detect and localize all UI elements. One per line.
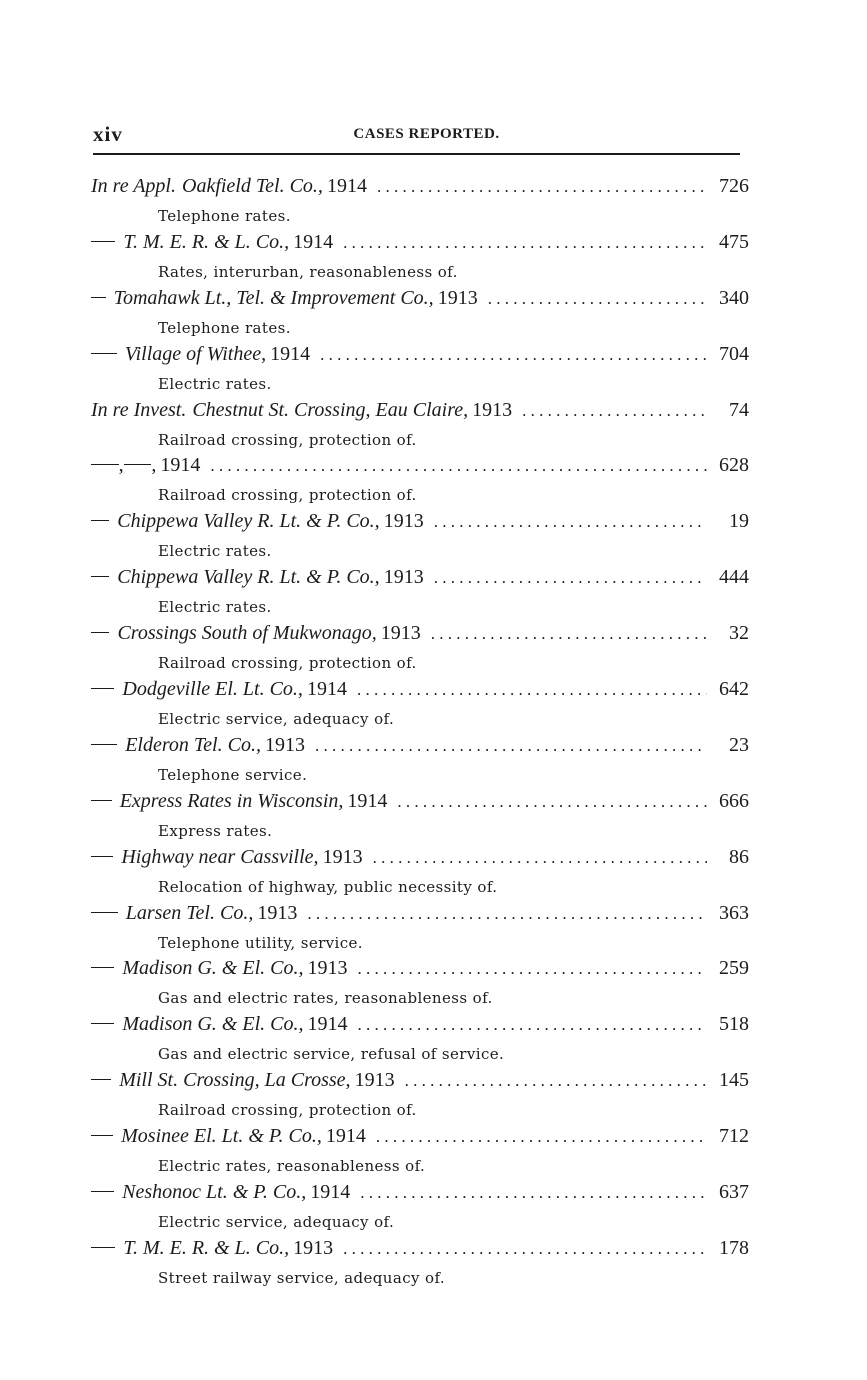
case-name: Madison G. & El. Co., xyxy=(122,957,304,980)
case-entry xyxy=(91,678,749,734)
case-entry xyxy=(91,1013,749,1069)
page-number: xiv xyxy=(93,122,123,146)
ditto-dash xyxy=(91,688,114,689)
case-title-line xyxy=(91,231,749,261)
case-entry xyxy=(91,287,749,343)
case-entry xyxy=(91,734,749,790)
case-subject: Electric service, adequacy of. xyxy=(158,1213,395,1232)
cases-list xyxy=(91,175,749,1293)
dot-leader xyxy=(357,959,707,979)
case-year: 1914 xyxy=(326,175,367,197)
case-name: Neshonoc Lt. & P. Co., xyxy=(122,1181,307,1204)
case-title-line xyxy=(91,957,749,987)
ditto-dash xyxy=(91,1135,113,1136)
page-reference: 340 xyxy=(719,286,749,309)
ditto-dash xyxy=(91,297,106,298)
case-name: Mill St. Crossing, La Crosse, xyxy=(119,1069,351,1092)
case-year: 1914 xyxy=(160,454,201,477)
case-entry xyxy=(91,566,749,622)
dot-leader xyxy=(488,289,707,309)
dot-leader xyxy=(343,233,707,253)
case-subject: Railroad crossing, protection of. xyxy=(158,486,417,505)
page-reference: 518 xyxy=(719,1013,749,1036)
case-entry xyxy=(91,622,749,678)
case-name: Chippewa Valley R. Lt. & P. Co., xyxy=(117,566,380,589)
case-year: 1914 xyxy=(347,789,388,812)
dot-leader xyxy=(434,568,707,588)
case-entry xyxy=(91,846,749,902)
case-title-line xyxy=(91,846,749,876)
case-title-line xyxy=(91,1125,749,1155)
page-reference: 637 xyxy=(719,1181,749,1204)
case-entry xyxy=(91,1181,749,1237)
page-reference: 23 xyxy=(729,733,749,756)
page-reference: 628 xyxy=(718,454,749,477)
case-entry xyxy=(91,343,749,399)
case-name: T. M. E. R. & L. Co., xyxy=(123,1236,290,1259)
case-year: 1914 xyxy=(325,1125,366,1148)
case-year: 1913 xyxy=(383,566,424,589)
case-subject: Electric rates. xyxy=(158,374,272,393)
ditto-dash xyxy=(91,800,112,801)
case-entry xyxy=(91,1125,749,1181)
case-title-line xyxy=(91,175,749,205)
case-name: Madison G. & El. Co., xyxy=(122,1013,304,1036)
page-reference: 259 xyxy=(719,957,749,980)
dot-leader xyxy=(376,1127,707,1147)
running-title: CASES REPORTED. xyxy=(353,126,500,142)
header-rule xyxy=(93,153,740,155)
dot-leader xyxy=(431,624,707,644)
dot-leader xyxy=(357,680,707,700)
page-reference: 363 xyxy=(719,901,749,924)
ditto-dash xyxy=(91,744,117,745)
case-entry xyxy=(91,175,749,231)
case-year: 1914 xyxy=(293,230,334,253)
case-year: 1913 xyxy=(437,286,478,309)
case-lead-in: In re Invest. xyxy=(91,398,187,421)
page-reference: 19 xyxy=(729,510,749,533)
case-subject: Street railway service, adequacy of. xyxy=(158,1268,446,1287)
case-year: 1914 xyxy=(310,1181,351,1204)
case-year: 1914 xyxy=(306,678,347,701)
case-entry xyxy=(91,231,749,287)
case-subject: Telephone utility, service. xyxy=(158,933,363,952)
case-year: 1913 xyxy=(472,398,513,421)
case-title-line xyxy=(91,734,749,764)
case-title-line xyxy=(91,566,749,596)
dot-leader xyxy=(397,792,707,812)
case-year: 1914 xyxy=(307,1013,348,1036)
ditto-dash xyxy=(124,464,152,465)
case-subject: Relocation of highway, public necessity of. xyxy=(158,877,498,896)
page-reference: 444 xyxy=(719,566,749,589)
case-subject: Electric rates. xyxy=(158,542,272,561)
dot-leader xyxy=(522,401,707,421)
case-title-line xyxy=(91,1013,749,1043)
page-reference: 32 xyxy=(729,622,749,645)
case-entry xyxy=(91,790,749,846)
page-reference: 712 xyxy=(719,1125,749,1148)
case-name: Larsen Tel. Co., xyxy=(125,901,254,924)
page-reference: 704 xyxy=(719,342,749,365)
case-year: 1913 xyxy=(322,845,363,868)
dot-leader xyxy=(405,1071,707,1091)
case-year: 1914 xyxy=(270,342,311,365)
dot-leader xyxy=(315,736,707,756)
case-title-line xyxy=(91,1069,749,1099)
dot-leader xyxy=(377,177,707,197)
ditto-dash xyxy=(91,1023,114,1024)
case-subject: Rates, interurban, reasonableness of. xyxy=(158,262,458,281)
case-name: Elderon Tel. Co., xyxy=(125,733,261,756)
case-subject: Electric rates, reasonableness of. xyxy=(158,1157,426,1176)
case-year: 1913 xyxy=(354,1069,395,1092)
case-subject: Telephone rates. xyxy=(158,207,291,225)
case-title-line xyxy=(91,510,749,540)
dot-leader xyxy=(434,512,707,532)
case-year: 1913 xyxy=(307,957,348,980)
case-name: Mosinee El. Lt. & P. Co., xyxy=(121,1125,322,1148)
case-entry xyxy=(91,399,749,455)
case-title-line xyxy=(91,287,749,317)
dot-leader xyxy=(360,1183,707,1203)
dot-leader xyxy=(343,1239,707,1259)
case-subject: Telephone service. xyxy=(158,765,308,784)
ditto-dash xyxy=(91,1191,114,1192)
case-name: Dodgeville El. Lt. Co., xyxy=(122,678,303,701)
ditto-dash xyxy=(91,520,109,521)
page-reference: 642 xyxy=(719,678,749,701)
case-title-line xyxy=(91,343,749,373)
case-title-line xyxy=(91,622,749,652)
ditto-dash xyxy=(91,856,113,857)
case-title-line xyxy=(91,790,749,820)
case-name: Tomahawk Lt., Tel. & Improvement Co., xyxy=(113,286,434,309)
case-year: 1913 xyxy=(264,733,305,756)
case-year: 1913 xyxy=(380,622,421,645)
case-subject: Express rates. xyxy=(158,821,273,840)
case-entry xyxy=(91,454,749,510)
case-year: 1913 xyxy=(257,901,298,924)
case-subject: Gas and electric rates, reasonableness of. xyxy=(158,989,493,1008)
case-title-line xyxy=(91,1181,749,1211)
ditto-dash xyxy=(91,464,119,465)
page-reference: 86 xyxy=(729,845,749,868)
page-reference: 475 xyxy=(719,230,749,253)
case-name: Village of Withee, xyxy=(124,342,267,365)
case-title-line xyxy=(91,902,749,932)
page-header xyxy=(93,120,748,150)
ditto-dash xyxy=(91,1247,115,1248)
case-year: 1913 xyxy=(383,510,424,533)
case-subject: Electric service, adequacy of. xyxy=(158,710,395,729)
case-subject: Gas and electric service, refusal of service. xyxy=(158,1045,505,1064)
ditto-dash xyxy=(91,1079,111,1080)
ditto-dash xyxy=(91,576,109,577)
dot-leader xyxy=(307,904,707,924)
case-year: 1913 xyxy=(293,1236,334,1259)
page-reference: 145 xyxy=(719,1069,749,1092)
case-name: Crossings South of Mukwonago, xyxy=(117,622,377,645)
ditto-dash xyxy=(91,632,109,633)
page-reference: 178 xyxy=(719,1236,749,1259)
case-entry xyxy=(91,957,749,1013)
case-subject: Railroad crossing, protection of. xyxy=(158,654,417,673)
ditto-dash xyxy=(91,967,114,968)
ditto-dash xyxy=(91,912,118,913)
case-name: Express Rates in Wisconsin, xyxy=(119,789,344,812)
case-subject: Railroad crossing, protection of. xyxy=(158,430,417,449)
page-reference: 74 xyxy=(729,398,749,421)
case-entry xyxy=(91,510,749,566)
case-name: T. M. E. R. & L. Co., xyxy=(123,230,290,253)
case-subject: Railroad crossing, protection of. xyxy=(158,1101,417,1120)
case-name: Oakfield Tel. Co., xyxy=(182,175,323,197)
case-name: Chestnut St. Crossing, Eau Claire, xyxy=(192,398,469,421)
case-title-line xyxy=(91,1237,749,1267)
dot-leader xyxy=(373,848,707,868)
page-reference: 666 xyxy=(719,789,749,812)
case-subject: Telephone rates. xyxy=(158,318,291,337)
page-reference: 726 xyxy=(719,175,749,197)
dot-leader xyxy=(320,345,707,365)
case-entry xyxy=(91,902,749,958)
dot-leader xyxy=(357,1015,707,1035)
ditto-dash xyxy=(91,353,117,354)
case-title-line xyxy=(91,454,749,484)
ditto-comma: , xyxy=(151,454,157,477)
ditto-comma: , xyxy=(118,454,124,477)
case-entry xyxy=(91,1237,749,1293)
case-title-line xyxy=(91,399,749,429)
case-name: Chippewa Valley R. Lt. & P. Co., xyxy=(117,510,380,533)
case-name: Highway near Cassville, xyxy=(121,845,319,868)
ditto-dash xyxy=(91,241,115,242)
case-subject: Electric rates. xyxy=(158,598,272,617)
case-lead-in: In re Appl. xyxy=(91,175,176,197)
case-entry xyxy=(91,1069,749,1125)
case-title-line xyxy=(91,678,749,708)
dot-leader xyxy=(210,456,707,476)
